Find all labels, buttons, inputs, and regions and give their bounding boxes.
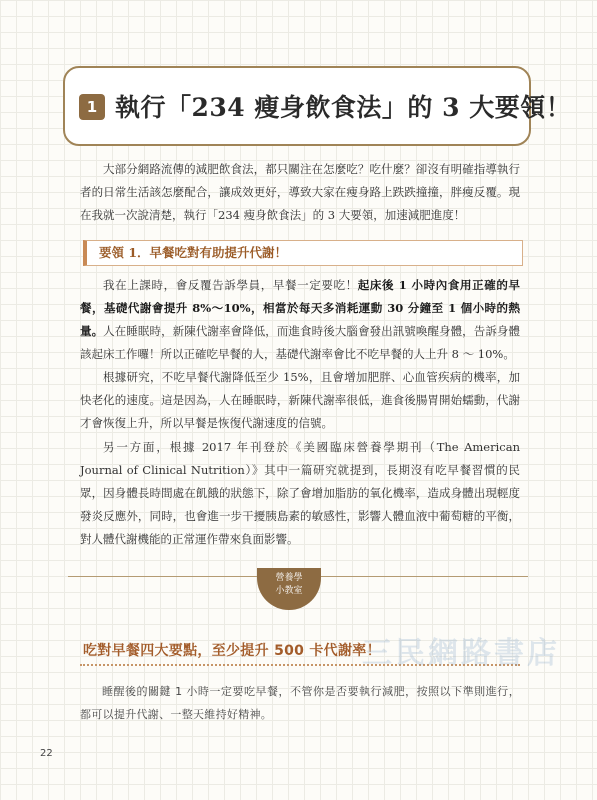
- watermark: 三民網路書店: [362, 636, 560, 671]
- section-paragraph-1: [80, 274, 520, 366]
- page-number: 22: [40, 748, 53, 759]
- badge-line-1: 營養學: [275, 573, 303, 583]
- paragraph-text: 人在睡眠時，新陳代謝率會降低，而進食時後大腦會發出訊號喚醒身體，告訴身體該起床工作囉！所以正確吃早餐的人，基礎代謝率會比不吃早餐的人上升 8 ～ 10%。: [80, 324, 521, 361]
- section-paragraph-3: 另一方面，根據 2017 年刊登於《美國臨床營養學期刊（The American Journal of Clinical Nutrition）》其中一篇研究就提到，長期沒有吃早餐習慣的民眾，因身體長時間處在飢餓的狀態下，除了會增加脂肪的氧化機率，造成身體出現輕度發炎反應外，同時，也會進一步干擾胰島素的敏感性，影響人體血液中葡萄糖的平衡，對人體代謝機能的正常運作帶來負面影響。: [80, 440, 520, 546]
- section-paragraph-2: 根據研究，不吃早餐代謝降低至少 15%，且會增加肥胖、心血管疾病的機率，加快老化的速度。這是因為，人在睡眠時，新陳代謝率很低，進食後腸胃開始蠕動，代謝才會恢復上升，所以早餐是恢復代謝速度的信號。: [80, 370, 520, 430]
- intro-paragraph: 大部分網路流傳的減肥飲食法，都只關注在怎麼吃？吃什麼？卻沒有明確指導執行者的日常生活該怎麼配合，讓成效更好，導致大家在瘦身路上跌跌撞撞，胖瘦反覆。現在我就一次說清楚，執行「234 瘦身飲食法」的 3 大要領，加速減肥進度！: [80, 162, 520, 222]
- badge-line-2: 小教室: [275, 586, 303, 596]
- title-box: [63, 66, 572, 146]
- paragraph-text: 我在上課時，會反覆告訴學員，早餐一定要吃！: [103, 278, 358, 292]
- highlighted-text: 起床後 1 小時內食用正確的早餐，基礎代謝會提升 8%～10%，相當於每天多消耗運動 30 分鐘至 1 個小時的熱量。: [80, 278, 521, 338]
- section-heading: 要領 1．早餐吃對有助提升代謝！: [83, 240, 523, 266]
- nutrition-class-badge: [257, 568, 321, 610]
- tip-heading: 吃對早餐四大要點，至少提升 500 卡代謝率！: [83, 643, 381, 659]
- title-number-badge: 1: [79, 94, 105, 120]
- tip-paragraph: 睡醒後的關鍵 1 小時一定要吃早餐，不管你是否要執行減肥，按照以下準則進行，都可以提升代謝、一整天維持好精神。: [80, 685, 520, 721]
- page-title: 執行「234 瘦身飲食法」的 3 大要領！: [115, 93, 572, 122]
